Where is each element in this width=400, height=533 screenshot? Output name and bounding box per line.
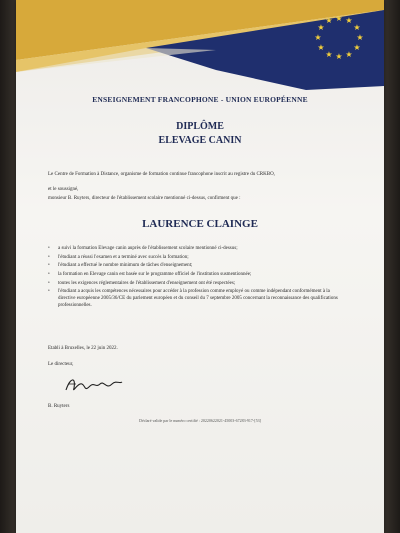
- svg-text:★: ★: [314, 33, 322, 42]
- diploma-subject: ELEVAGE CANIN: [158, 135, 242, 146]
- intro-line-2: et le soussigné,: [48, 187, 79, 192]
- signatory-role: Le directeur,: [48, 362, 74, 367]
- diploma-sheet: [16, 0, 384, 533]
- list-item: • la formation en Elevage canin est basée sur le programme officiel de l'institution susmentionnée;: [48, 272, 348, 279]
- background-right: [382, 0, 400, 533]
- handwritten-signature: [62, 372, 126, 398]
- recipient-name: LAURENCE CLAINGE: [142, 218, 258, 230]
- svg-text:★: ★: [335, 52, 343, 61]
- list-item: • l'étudiant a réussi l'examen et a terminé avec succès la formation;: [48, 255, 348, 262]
- confirmation-list: [48, 246, 348, 311]
- svg-text:★: ★: [325, 16, 333, 25]
- svg-text:★: ★: [353, 23, 361, 32]
- certificate-number: Déclaré valide par le numéro certifié : 20220622021-45003-67283-917-[53]: [139, 418, 261, 423]
- intro-line-3: monsieur B. Ruyters, directeur de l'établissement scolaire mentionné ci-dessus, confirment que :: [48, 196, 241, 201]
- svg-text:★: ★: [317, 23, 325, 32]
- diploma-title: DIPLÔME: [176, 121, 224, 132]
- svg-text:★: ★: [317, 43, 325, 52]
- intro-line-1: Le Centre de Formation à Distance, organisme de formation continue francophone inscrit au registre du CRKBO,: [48, 172, 275, 177]
- place-date: Etabli à Bruxelles, le 22 juin 2022.: [48, 346, 118, 351]
- svg-text:★: ★: [325, 50, 333, 59]
- svg-text:★: ★: [335, 14, 343, 23]
- list-item: • toutes les exigences réglementaires de l'établissement d'enseignement ont été respectées;: [48, 281, 348, 288]
- list-item: • a suivi la formation Elevage canin auprès de l'établissement scolaire mentionné ci-dessus;: [48, 246, 348, 253]
- eu-flag-banner: [16, 0, 384, 90]
- organization-heading: ENSEIGNEMENT FRANCOPHONE - UNION EUROPÉENNE: [92, 95, 308, 104]
- signatory-name: B. Ruyters: [48, 404, 70, 409]
- svg-text:★: ★: [353, 43, 361, 52]
- list-item: • l'étudiant a effectué le nombre minimum de tâches d'enseignement;: [48, 263, 348, 270]
- list-item: • l'étudiant a acquis les compétences nécessaires pour accéder à la profession comme employé ou comme indépendant conformément à la directive européenne 2005/36/CE du parlement européen et du conseil du 7 septembre 2005 concernant la reconnaissance des qualifications professionnelles.: [48, 289, 348, 309]
- svg-text:★: ★: [345, 16, 353, 25]
- svg-text:★: ★: [345, 50, 353, 59]
- svg-text:★: ★: [356, 33, 364, 42]
